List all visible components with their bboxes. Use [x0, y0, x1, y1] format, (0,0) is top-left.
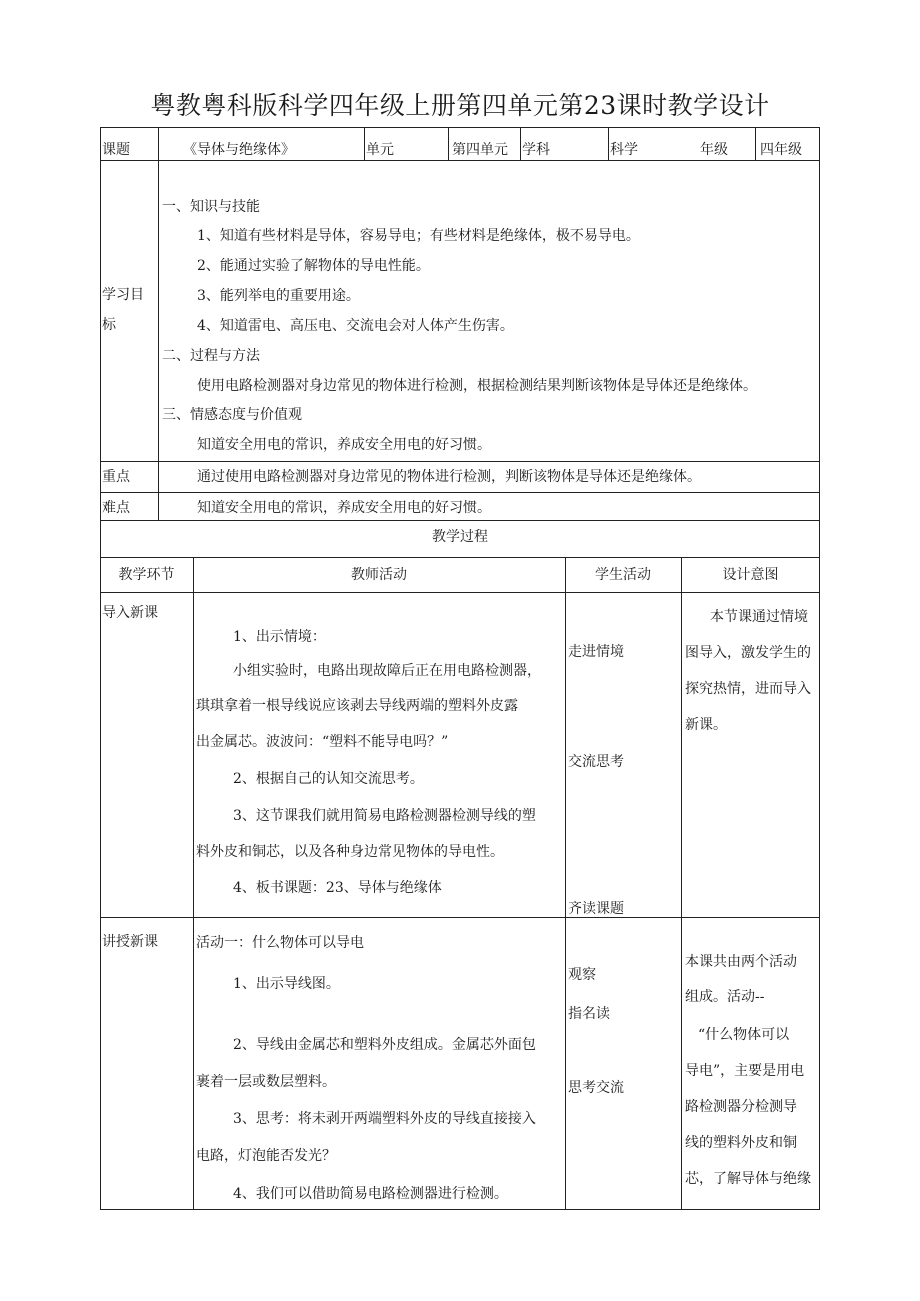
lesson-table [100, 127, 820, 1210]
col-divider [608, 127, 609, 160]
design-intent-line: 路检测器分检测导 [685, 1099, 797, 1115]
teacher-activity-line: 裹着一层或数层塑料。 [196, 1074, 336, 1090]
row-divider [100, 592, 820, 593]
col-divider [364, 127, 365, 160]
student-activity: 观察 [568, 967, 596, 983]
key-point-value: 通过使用电路检测器对身边常见的物体进行检测，判断该物体是导体还是绝缘体。 [197, 469, 701, 485]
student-activity: 走进情境 [568, 644, 624, 660]
goal-item: 2、能通过实验了解物体的导电性能。 [197, 258, 430, 274]
teacher-activity-line: 1、出示情境： [233, 629, 326, 645]
unit-value: 第四单元 [452, 142, 508, 158]
design-intent-line: “什么物体可以 [698, 1027, 790, 1043]
design-intent-line: 本课共由两个活动 [685, 954, 797, 970]
key-point-label: 重点 [102, 469, 130, 485]
design-intent-line: 芯，了解导体与绝缘 [685, 1171, 811, 1187]
unit-label: 单元 [366, 142, 394, 158]
col-divider [158, 160, 159, 520]
goals-label: 学习目 [102, 287, 144, 303]
design-intent-line: 新课。 [685, 717, 727, 733]
design-intent-line: 线的塑料外皮和铜 [685, 1135, 797, 1151]
col-divider [520, 127, 521, 160]
course-label: 课题 [102, 142, 130, 158]
col-divider [448, 127, 449, 160]
col-divider [565, 557, 566, 1210]
table-border [100, 1209, 820, 1210]
teacher-activity-line: 1、出示导线图。 [233, 976, 340, 992]
teacher-activity-line: 2、根据自己的认知交流思考。 [233, 771, 424, 787]
teacher-activity-line: 3、思考：将未剥开两端塑料外皮的导线直接接入 [233, 1111, 536, 1127]
column-header-student: 学生活动 [595, 567, 651, 583]
col-divider [755, 127, 756, 160]
column-header-stage: 教学环节 [118, 567, 175, 583]
col-divider [681, 557, 682, 1210]
grade-label: 年级 [700, 142, 728, 158]
row-divider [100, 160, 820, 161]
difficulty-label: 难点 [102, 500, 130, 516]
goal-item: 3、能列举电的重要用途。 [197, 288, 360, 304]
stage-label: 讲授新课 [102, 934, 158, 950]
row-divider [100, 461, 820, 462]
grade-value: 四年级 [760, 142, 802, 158]
row-divider [100, 557, 820, 558]
design-intent-line: 本节课通过情境 [710, 609, 808, 625]
teacher-activity-line: 料外皮和铜芯，以及各种身边常见物体的导电性。 [196, 844, 504, 860]
design-intent-line: 图导入，激发学生的 [685, 645, 811, 661]
column-header-design: 设计意图 [722, 567, 779, 583]
subject-label: 学科 [522, 142, 550, 158]
table-border [100, 127, 101, 1210]
subject-value: 科学 [610, 142, 638, 158]
page-title: 粤教粤科版科学四年级上册第四单元第23课时教学设计 [150, 91, 770, 120]
col-divider [193, 557, 194, 1210]
student-activity: 思考交流 [568, 1080, 624, 1096]
goal-item: 使用电路检测器对身边常见的物体进行检测，根据检测结果判断该物体是导体还是绝缘体。 [197, 378, 757, 394]
teacher-activity-line: 2、导线由金属芯和塑料外皮组成。金属芯外面包 [233, 1037, 536, 1053]
goals-label-cont: 标 [102, 317, 116, 333]
goal-item: 4、知道雷电、高压电、交流电会对人体产生伤害。 [197, 318, 514, 334]
table-border [100, 127, 820, 128]
student-activity: 齐读课题 [568, 901, 624, 917]
design-intent-line: 组成。活动-- [685, 989, 765, 1005]
teacher-activity-line: 小组实验时，电路出现故障后正在用电路检测器， [233, 663, 541, 679]
goal-item: 知道安全用电的常识，养成安全用电的好习惯。 [197, 437, 491, 453]
student-activity: 交流思考 [568, 754, 624, 770]
goal-section-heading: 一、知识与技能 [162, 199, 260, 215]
stage-label: 导入新课 [102, 605, 158, 621]
design-intent-line: 探究热情，进而导入 [685, 681, 811, 697]
row-divider [100, 520, 820, 521]
teacher-activity-line: 4、板书课题：23、导体与绝缘体 [233, 880, 442, 896]
column-header-teacher: 教师活动 [351, 567, 407, 583]
row-divider [100, 492, 820, 493]
difficulty-value: 知道安全用电的常识，养成安全用电的好习惯。 [197, 500, 491, 516]
row-divider [100, 917, 820, 918]
process-title: 教学过程 [432, 529, 488, 545]
teacher-activity-line: 活动一：什么物体可以导电 [196, 935, 364, 951]
teacher-activity-line: 4、我们可以借助简易电路检测器进行检测。 [233, 1186, 508, 1202]
teacher-activity-line: 电路，灯泡能否发光？ [196, 1148, 336, 1164]
student-activity: 指名读 [568, 1006, 610, 1022]
design-intent-line: 导电”，主要是用电 [685, 1063, 805, 1079]
goal-item: 1、知道有些材料是导体，容易导电；有些材料是绝缘体，极不易导电。 [197, 228, 640, 244]
teacher-activity-line: 出金属芯。波波问：“塑料不能导电吗？” [196, 734, 449, 750]
goal-section-heading: 二、过程与方法 [162, 348, 260, 364]
table-border [819, 127, 820, 1210]
teacher-activity-line: 3、这节课我们就用简易电路检测器检测导线的塑 [233, 808, 536, 824]
col-divider [158, 127, 159, 160]
course-value: 《导体与绝缘体》 [183, 142, 295, 158]
goal-section-heading: 三、情感态度与价值观 [162, 407, 302, 423]
teacher-activity-line: 琪琪拿着一根导线说应该剥去导线两端的塑料外皮露 [196, 698, 518, 714]
